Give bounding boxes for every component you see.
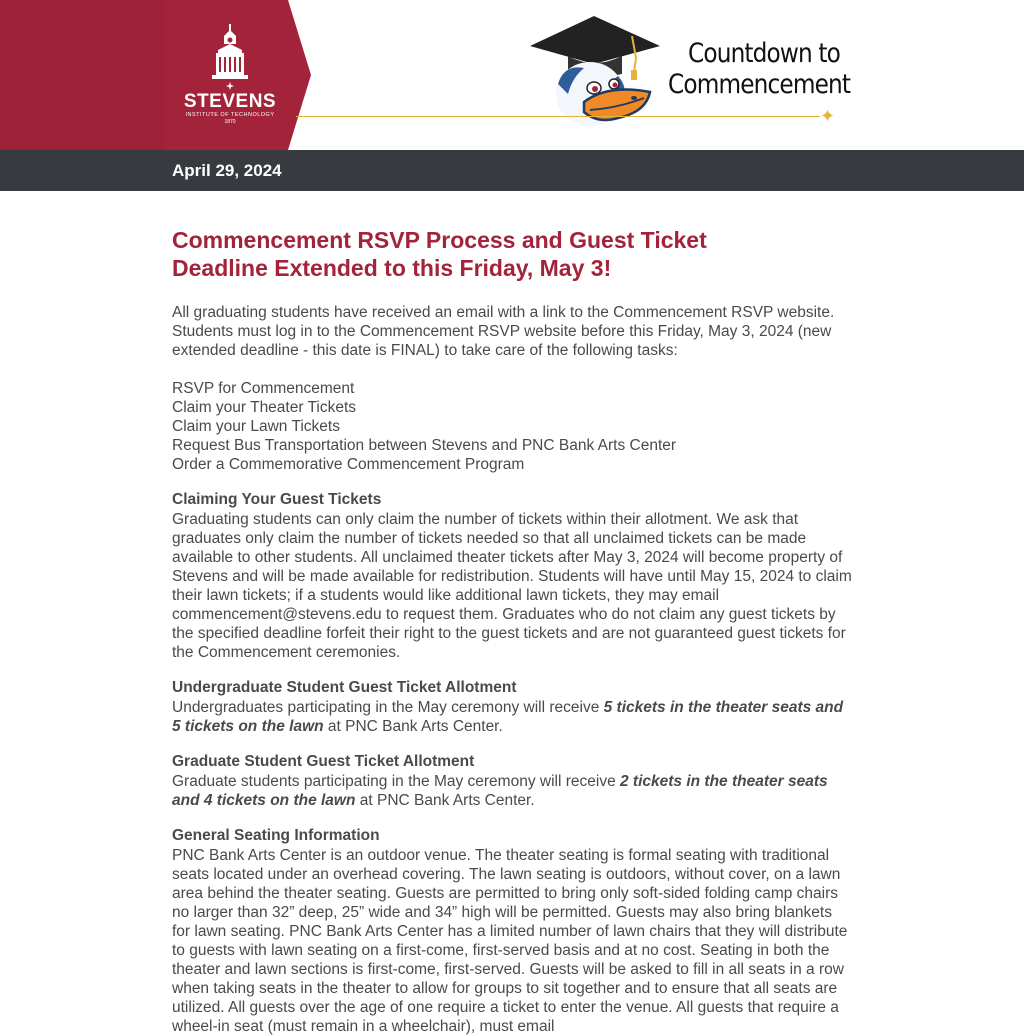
seating-body: PNC Bank Arts Center is an outdoor venue. The theater seating is formal seating with traditional seats located under an overhead covering. The lawn seating is outdoors, without cover, on a lawn area behind the theater seating. Guests are permitted to bring only soft-sided folding camp chairs no larger than 32” deep, 25” wide and 34” high will be permitted. Guests may also bring blankets for lawn seating. PNC Bank Arts Center has a limited number of lawn chairs that they will distribute to guests with lawn seating on a first-come, first-served basis and at no cost. Seating in both the theater and lawn sections is first-come, first-served. Guests will be asked to fill in all seats in a row when taking seats in the theater to allow for groups to sit together and to ensure that all seats are utilized. All guests over the age of one require a ticket to enter the venue. All guests that require a wheel-in seat (must remain in a wheelchair), must email [172,847,848,1035]
stevens-logo[interactable] [180,22,280,126]
undergrad-lead: Undergraduates participating in the May ceremony will receive [172,699,604,716]
logo-name: STEVENS [183,91,277,112]
claiming-body: Graduating students can only claim the number of tickets within their allotment. We ask that graduates only claim the number of tickets needed so that all unclaimed tickets can be made available to other students. All unclaimed theater tickets after May 3, 2024 will become property of Stevens and will be made available for redistribution. Students will have until May 15, 2024 to claim their lawn tickets; if a students would like additional lawn tickets, they may email commencement@stevens.edu to request them. Graduates who do not claim any guest tickets by the specified deadline forfeit their right to the guest tickets and are not guaranteed guest tickets for the Commencement ceremonies. [172,511,852,661]
duck-graduate-mascot-icon [528,14,664,132]
sparkle-icon: ✦ [820,106,836,126]
claiming-section [172,490,854,662]
list-item: Claim your Lawn Tickets [172,418,340,435]
grad-tail: at PNC Bank Arts Center. [355,792,535,809]
banner-title [668,38,851,100]
date-bar [0,150,1024,191]
list-item: Request Bus Transportation between Stevens and PNC Bank Arts Center [172,437,677,454]
banner-title-line2: Commencement [668,69,851,100]
grad-body [172,772,854,810]
seating-heading: General Seating Information [172,827,380,844]
issue-date: April 29, 2024 [172,161,282,180]
undergrad-section [172,678,854,736]
task-list [172,379,854,474]
article-title: Commencement RSVP Process and Guest Ticket Deadline Extended to this Friday, May 3! [172,227,707,281]
list-item: RSVP for Commencement [172,380,355,397]
grad-section [172,752,854,810]
grad-lead: Graduate students participating in the May ceremony will receive [172,773,620,790]
intro-text: All graduating students have received an email with a link to the Commencement RSVP website. Students must log in to the Commencement RSVP website before this Friday, May 3, 2024 (new extended deadline - this date is FINAL) to take care of the following tasks: [172,304,835,359]
grad-emphasis: 2 tickets in the theater seats and 4 tickets on the lawn [172,773,828,809]
undergrad-tail: at PNC Bank Arts Center. [323,718,503,735]
seating-section [172,826,854,1036]
list-item: Claim your Theater Tickets [172,399,357,416]
article-body [172,226,854,1036]
intro-paragraph [172,303,854,360]
undergrad-heading: Undergraduate Student Guest Ticket Allotment [172,679,517,696]
clock-tower-icon [208,22,252,90]
list-item: Order a Commemorative Commencement Program [172,456,525,473]
undergrad-body [172,698,854,736]
banner-title-line1: Countdown to [688,38,840,69]
grad-heading: Graduate Student Guest Ticket Allotment [172,753,475,770]
gold-divider-line [296,116,820,117]
logo-subtitle: INSTITUTE OF TECHNOLOGY [185,112,275,118]
claiming-heading: Claiming Your Guest Tickets [172,491,382,508]
logo-year: 1870 [224,119,236,125]
undergrad-emphasis: 5 tickets in the theater seats and 5 tickets on the lawn [172,699,844,735]
header-banner [0,0,1024,150]
